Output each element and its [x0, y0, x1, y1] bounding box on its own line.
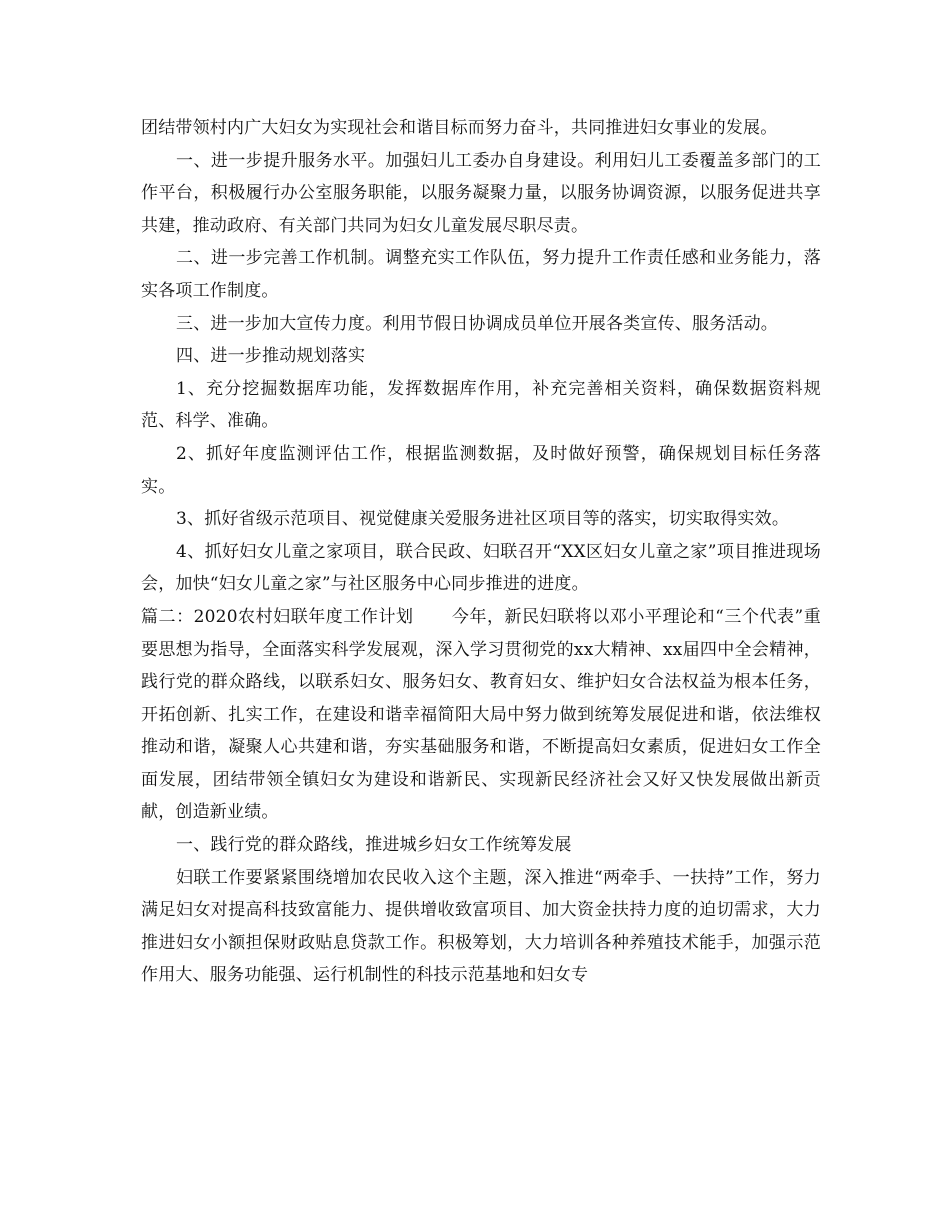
document-body [141, 112, 821, 992]
paragraph-item-2: 2、抓好年度监测评估工作，根据监测数据，及时做好预警，确保规划目标任务落实。 [141, 443, 821, 497]
paragraph-continuation: 团结带领村内广大妇女为实现社会和谐目标而努力奋斗，共同推进妇女事业的发展。 [141, 118, 778, 138]
part-two-text: 今年，新民妇联将以邓小平理论和“三个代表”重要思想为指导，全面落实科学发展观，深入学习贯彻党的xx大精神、xx届四中全会精神，践行党的群众路线，以联系妇女、服务妇女、教育妇女、维护妇女合法权益为根本任务，开拓创新、扎实工作，在建设和谐幸福简阳大局中努力做到统筹发展促进和谐，依法维权推动和谐，凝聚人心共建和谐，夯实基础服务和谐，不断提高妇女素质，促进妇女工作全面发展，团结带领全镇妇女为建设和谐新民、实现新民经济社会又好又快发展做出新贡献，创造新业绩。 [141, 606, 821, 823]
paragraph-item-3: 3、抓好省级示范项目、视觉健康关爱服务进社区项目等的落实，切实取得实效。 [176, 509, 790, 530]
paragraph-item-1: 1、充分挖掘数据库功能，发挥数据库作用，补充完善相关资料，确保数据资料规范、科学、准确。 [141, 378, 821, 432]
paragraph-publicity: 三、进一步加大宣传力度。利用节假日协调成员单位开展各类宣传、服务活动。 [176, 313, 778, 334]
paragraph-mass-line-heading: 一、践行党的群众路线，推进城乡妇女工作统筹发展 [176, 835, 572, 856]
paragraph-plan-implementation-heading: 四、进一步推动规划落实 [176, 346, 366, 367]
paragraph-part-two [141, 601, 821, 829]
paragraph-item-4: 4、抓好妇女儿童之家项目，联合民政、妇联召开“XX区妇女儿童之家”项目推进现场会，加快“妇女儿童之家”与社区服务中心同步推进的进度。 [141, 541, 821, 595]
part-two-title: 篇二：2020农村妇联年度工作计划 [141, 606, 414, 627]
paragraph-work-mechanism: 二、进一步完善工作机制。调整充实工作队伍，努力提升工作责任感和业务能力，落实各项工作制度。 [141, 248, 821, 301]
paragraph-income-focus: 妇联工作要紧紧围绕增加农民收入这个主题，深入推进“两牵手、一扶持”工作，努力满足妇女对提高科技致富能力、提供增收致富项目、加大资金扶持力度的迫切需求，大力推进妇女小额担保财政贴息贷款工作。积极筹划，大力培训各种养殖技术能手，加强示范作用大、服务功能强、运行机制性的科技示范基地和妇女专 [141, 867, 821, 986]
paragraph-service-level: 一、进一步提升服务水平。加强妇儿工委办自身建设。利用妇儿工委覆盖多部门的工作平台，积极履行办公室服务职能，以服务凝聚力量，以服务协调资源，以服务促进共享共建，推动政府、有关部门共同为妇女儿童发展尽职尽责。 [141, 150, 821, 236]
